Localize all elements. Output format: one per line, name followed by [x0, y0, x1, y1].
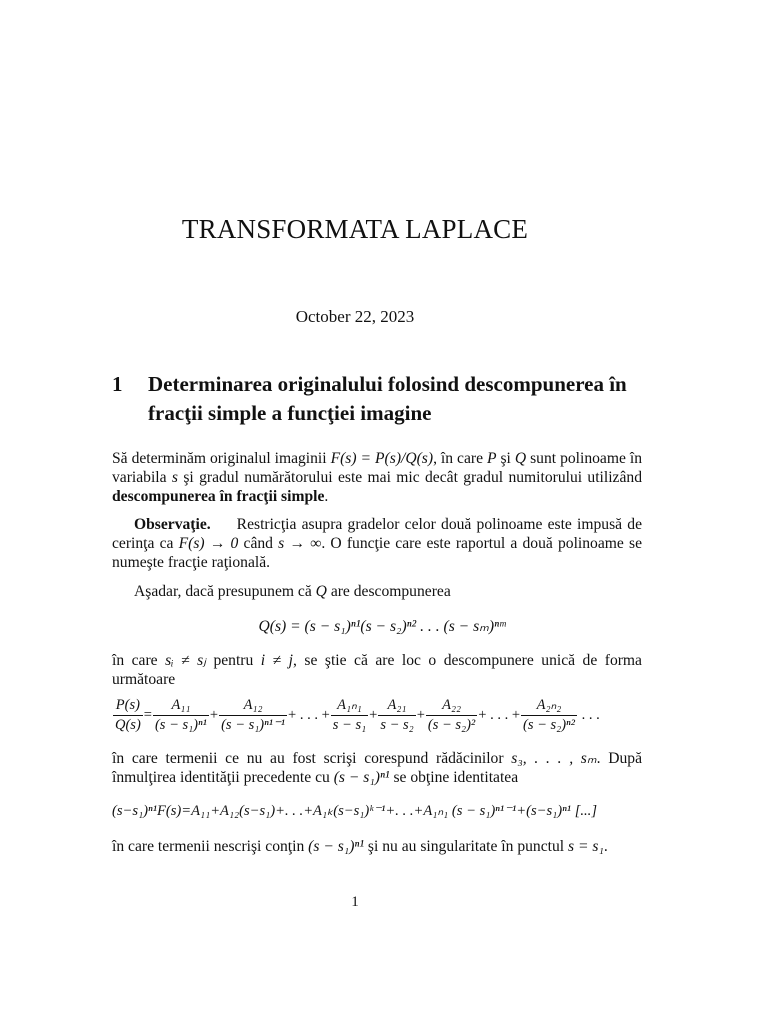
fraction-term: $\frac{\text{A₁₁}}{\text{(s − s₁)ⁿ¹}}$ — [154, 697, 207, 733]
document-title: TRANSFORMATA LAPLACE — [181, 214, 529, 244]
paragraph-unique-decomposition: în care sᵢ ≠ sⱼ pentru i ≠ j, se ştie că are loc o descompunere unică de forma următoare — [112, 652, 642, 688]
paragraph-singularity: în care termenii nescrişi conţin (s − s₁)ⁿ¹ şi nu au singularitate în punctul s = s₁. — [112, 838, 608, 855]
equation-q-factorization: Q(s) = (s − s₁)ⁿ¹(s − s₂)ⁿ² . . . (s − sₘ)ⁿᵐ — [258, 618, 506, 635]
observation-label: Observaţie. — [134, 516, 211, 533]
equation-multiplied-identity: (s−s₁)ⁿ¹F(s)=A₁₁+A₁₂(s−s₁)+. . .+A₁ₖ(s−s₁)ᵏ⁻¹+. . .+A₁ₙ₁ (s − s₁)ⁿ¹⁻¹+(s−s₁)ⁿ¹ [...] — [112, 803, 598, 819]
section-number: 1 — [112, 372, 123, 396]
paragraph-observation: Observaţie. Restricţia asupra gradelor celor două polinoame este impusă de cerinţa ca F(s) → 0 când s → ∞. O funcţie care este raportul a două polinoame se numeşte fracţie raţională. — [112, 516, 643, 571]
math-fraction-def: F(s) = P(s)/Q(s) — [330, 450, 434, 467]
fraction-term: $\frac{\text{A₂₂}}{\text{(s − s₂)²}}$ — [427, 697, 476, 733]
bold-term: descompunerea în fracţii simple — [112, 488, 325, 505]
fraction-term: $\frac{\text{A₁₂}}{\text{(s − s₁)ⁿ¹⁻¹}}$ — [221, 697, 286, 733]
equation-partial-fractions: $\frac{P(s)}{Q(s)}$ = $\frac{\text{A₁₁}}{\text{(s − s₁)ⁿ¹}}$ + $\frac{\text{A₁₂}}{\text{(s − s₁)ⁿ¹⁻¹}}$ + . . . + $\frac{\text{A₁ₙ₁}}{\text{s − s₁}}$ + $\frac{\text{A₂₁}}{\text{s − s₂}}$ + $\frac{\text{A₂₂}}{\text{(s − s₂)²}}$ + . . . + $\frac{\text{A₂ₙ₂}}{\text{(s − s₂)ⁿ²}}$ . . . — [115, 697, 600, 733]
fraction-term: $\frac{\text{A₁ₙ₁}}{\text{s − s₁}}$ — [332, 697, 367, 733]
fraction-lhs: $\frac{P(s)}{Q(s)}$ — [115, 697, 141, 733]
fraction-term: $\frac{\text{A₂ₙ₂}}{\text{(s − s₂)ⁿ²}}$ — [523, 697, 575, 733]
document-date: October 22, 2023 — [295, 307, 415, 326]
paragraph-remaining-terms: în care termenii ce nu au fost scrişi corespund rădăcinilor s₃, . . . , sₘ. După înmulţirea identităţii precedente cu (s − s₁)ⁿ¹ se obţine identitatea — [112, 750, 642, 786]
paragraph-assume: Aşadar, dacă presupunem că Q are descompunerea — [134, 583, 451, 600]
paragraph-intro: Să determinăm originalul imaginii F(s) = P(s)/Q(s), în care P şi Q sunt polinoame în variabila s şi gradul numărătorului este mai mic decât gradul numitorului utilizând descompunerea în fracţii simple. — [112, 450, 642, 505]
page-number: 1 — [351, 894, 359, 910]
section-heading — [112, 370, 652, 428]
fraction-term: $\frac{\text{A₂₁}}{\text{s − s₂}}$ — [380, 697, 414, 733]
section-title: Determinarea originalului folosind descompunerea în fracţii simple a funcţiei imagine — [148, 372, 627, 425]
